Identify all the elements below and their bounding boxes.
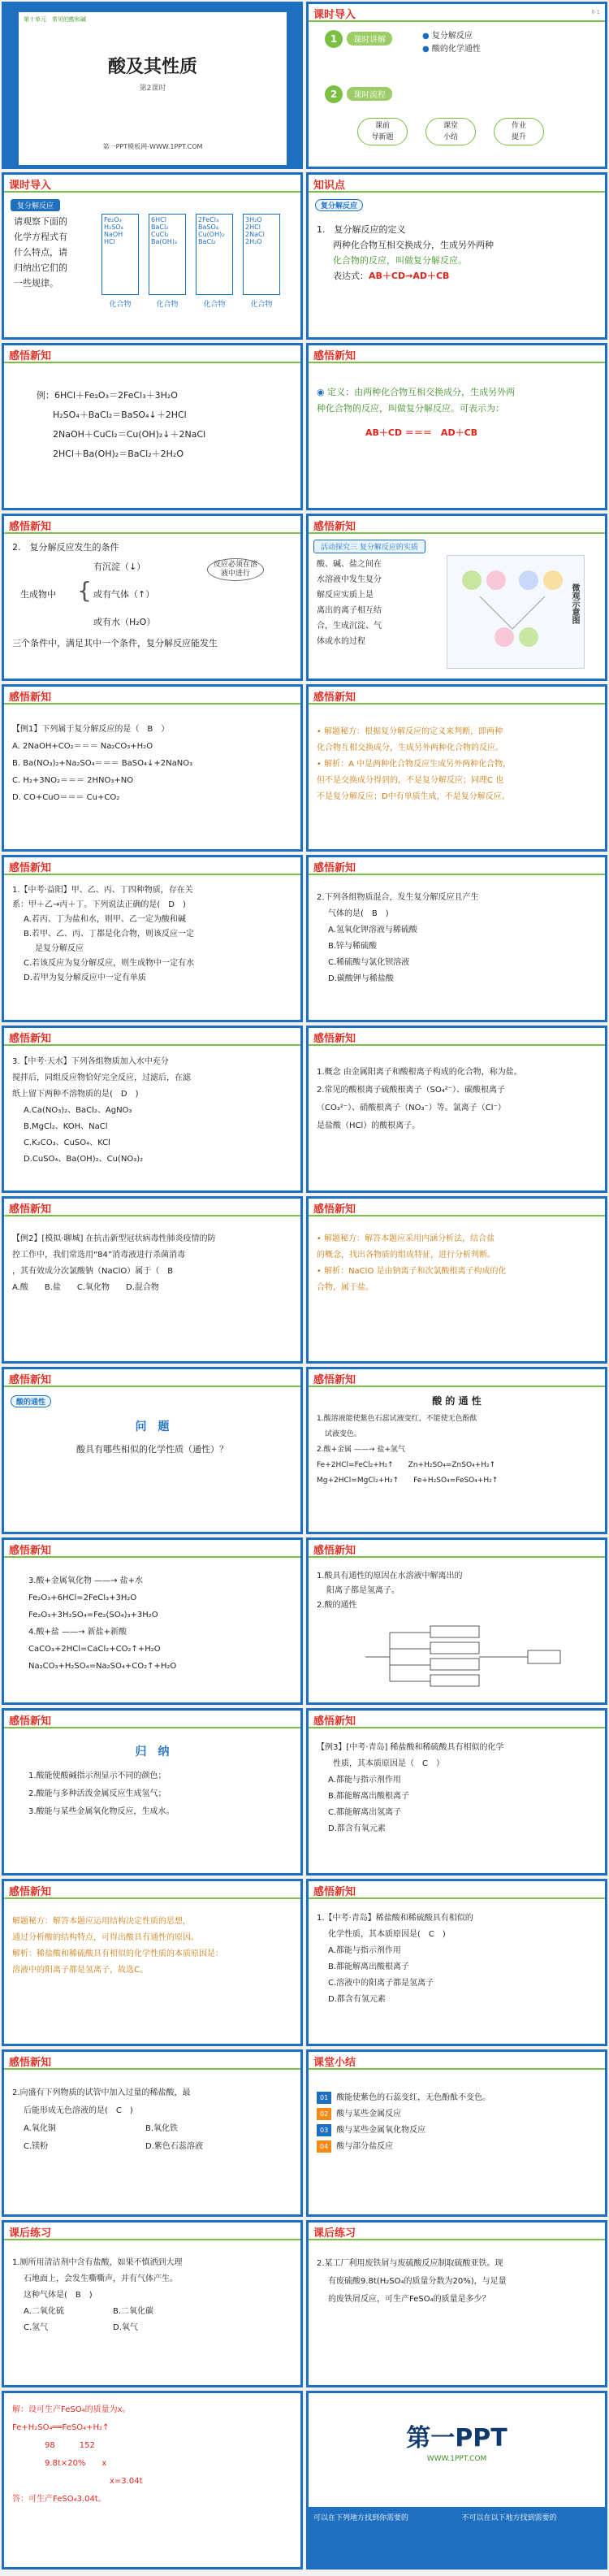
slide-13[interactable]: [2, 1026, 303, 1193]
eq-box: 6HCl BaCl₂ CuCl₂ Ba(OH)₂: [149, 214, 186, 295]
page-title: 酸及其性质: [107, 57, 197, 77]
header: [309, 1540, 605, 1558]
header: [4, 857, 300, 875]
slide-25[interactable]: [2, 2049, 303, 2217]
summary-item: 01 酸能使紫色的石蕊变红，无色酚酞不变色。: [317, 2091, 597, 2104]
header: [4, 175, 300, 193]
header-title: 感悟新知: [313, 1203, 356, 1216]
slide-6[interactable]: [306, 343, 607, 510]
header: [309, 1881, 605, 1899]
slide-19[interactable]: [2, 1537, 303, 1705]
step-2-icon: 2: [325, 85, 343, 103]
acid-properties: 1.酸溶液能使紫色石蕊试液变红，不能使无色酚酞 试液变色。 2.酸+金属 ——→ 盐+氢气 Fe+2HCl=FeCl₂+H₂↑ Zn+H₂SO₄=ZnSO₄+H₂↑ Mg+2HCl=MgCl₂+H₂↑ Fe+H₂SO₄=FeSO₄+H₂↑: [317, 1415, 499, 1485]
slide-16[interactable]: [306, 1196, 607, 1364]
slide-30[interactable]: [306, 2391, 607, 2569]
col-label: 化合物: [203, 301, 226, 309]
header-title: 课堂小结: [313, 2057, 356, 2069]
flow: [357, 118, 544, 145]
header: [309, 4, 605, 22]
slide-23[interactable]: [2, 1879, 303, 2046]
step-1: [325, 30, 392, 48]
step-2: [325, 85, 392, 103]
header-title: 感悟新知: [313, 692, 356, 704]
brand-logo: 第一PPT: [406, 2424, 508, 2452]
header-title: 感悟新知: [313, 350, 356, 362]
header: [309, 1028, 605, 1046]
question: 【例1】下列属于复分解反应的是（ B ） A. 2NaOH+CO₂＝＝＝ Na₂CO₃+H₂O B. Ba(NO₃)₂+Na₂SO₄＝＝＝ BaSO₄↓+2NaNO₃ C. H₂+3NO₂＝＝＝ 2HNO₃+NO D. CO+CuO＝＝＝ Cu+CO₂: [12, 725, 193, 802]
header-title: 知识点: [313, 180, 346, 192]
eq-box: 3H₂O 2HCl 2NaCl 2H₂O: [243, 214, 280, 295]
header-title: 课后练习: [313, 2227, 356, 2240]
header-title: 感悟新知: [9, 521, 52, 533]
summary-list: [317, 2088, 597, 2210]
footer-links: [309, 2507, 605, 2569]
header-title: 感悟新知: [313, 1374, 356, 1386]
header: [309, 345, 605, 363]
slide-27[interactable]: [2, 2220, 303, 2387]
header: [309, 1369, 605, 1387]
eq-box: 2FeCl₃ BaSO₄ Cu(OH)₂ BaCl₂: [196, 214, 233, 295]
slide-26[interactable]: [306, 2049, 607, 2217]
solution: • 解题秘方：解答本题应采用内涵分析法，结合盐 的概念，找出各物质的组成特征，进行分析判断。 • 解析：NaClO 是由钠离子和次氯酸根离子构成的化 合物，属于盐。: [317, 1234, 507, 1292]
header-title: 感悟新知: [9, 1886, 52, 1898]
topic-list: [422, 30, 481, 56]
summary: 1.酸能使酸碱指示剂显示不同的颜色； 2.酸能与多种活泼金属反应生成氢气； 3.酸能与某些金属氧化物反应，生成水。: [28, 1772, 175, 1816]
header-title: 感悟新知: [313, 1715, 356, 1728]
footer-col[interactable]: 可以在下列地方找到你需要的: [313, 2514, 409, 2522]
slide-20[interactable]: [306, 1537, 607, 1705]
subtitle: 第2课时: [139, 85, 166, 93]
slide-9[interactable]: [2, 684, 303, 852]
header-title: 感悟新知: [9, 1374, 52, 1386]
slide-29[interactable]: [2, 2391, 303, 2569]
slide-22[interactable]: [306, 1708, 607, 1876]
step-2-label: 课时流程: [347, 87, 392, 101]
header: [4, 1199, 300, 1216]
step-1-label: 课时讲解: [347, 32, 392, 46]
header-title: 感悟新知: [313, 1033, 356, 1045]
slide-12[interactable]: [306, 855, 607, 1022]
equations: 例：6HCl＋Fe₂O₃＝2FeCl₃＋3H₂O H₂SO₄＋BaCl₂＝BaSO₄↓＋2HCl 2NaOH＋CuCl₂＝Cu(OH)₂↓＋2NaCl 2HCl＋Ba(OH)₂＝BaCl₂＋2H₂O: [37, 390, 206, 459]
conditions: 2. 复分解反应发生的条件 生成物中 { 有沉淀（↓） 或有气体（↑） 或有水（H₂O） 反应必须在溶液中进行 三个条件中，满足其中一个条件，复分解反应能发生: [12, 540, 292, 674]
header: [309, 2052, 605, 2070]
explain: 酸、碱、盐之间在 水溶液中发生复分 解反应实质上是 离出的离子相互结 合，生成沉淀、气 体或水的过程: [317, 560, 382, 646]
header-title: 感悟新知: [9, 350, 52, 362]
summary-item: 02 酸与某些金属反应: [317, 2107, 597, 2120]
knowledge-tag: 酸的通性: [11, 1392, 51, 1407]
note-bubble: 反应必须在溶液中进行: [207, 558, 264, 581]
solution: 解：设可生产FeSO₄的质量为x。 Fe+H₂SO₄══FeSO₄+H₂↑ 98 152 9.8t×20% x x=3.04t 答：可生产FeSO₄3.04t。: [12, 2405, 143, 2504]
brand-area: [309, 2393, 605, 2507]
prompt-text: 请观察下面的 化学方程式有 什么特点，请 归纳出它们的 一些规律。: [14, 216, 67, 288]
question: 1.【中考·青岛】稀盐酸和稀硫酸具有相似的 化学性质，其本质原因是( C ) A.都能与指示剂作用 B.都能解离出酸根离子 C.溶液中的阳离子都是氢离子 D.都含有氢元素: [317, 1914, 473, 2004]
slide-15[interactable]: [2, 1196, 303, 1364]
header: [4, 1369, 300, 1387]
question-heading: 问 题: [135, 1420, 170, 1433]
properties-diagram: [333, 1624, 568, 1689]
diagram-label: 微观示意图: [570, 583, 579, 624]
col-label: 化合物: [109, 301, 132, 309]
header-title: 感悟新知: [313, 1545, 356, 1557]
header-title: 感悟新知: [9, 692, 52, 704]
definition: 1. 复分解反应的定义 两种化合物互相交换成分，生成另外两种 化合物的反应，叫做复分解反应。 表达式：AB＋CD→AD＋CB: [317, 224, 494, 281]
header: [4, 516, 300, 534]
flow-step[interactable]: 作业 提升: [494, 118, 544, 145]
step-1-icon: 1: [325, 30, 343, 48]
brand-text: 第一PPT模板网-WWW.1PPT.COM: [102, 143, 203, 150]
header: [309, 1199, 605, 1216]
header: [309, 516, 605, 534]
header-title: 感悟新知: [9, 862, 52, 874]
slide-17[interactable]: [2, 1367, 303, 1534]
knowledge-tag: 复分解反应: [315, 196, 363, 211]
flow-step[interactable]: 课堂 小结: [425, 118, 476, 145]
activity-tag: 活动探究三 复分解反应的实质: [313, 537, 425, 553]
header-title: 感悟新知: [313, 862, 356, 874]
slide-8[interactable]: [306, 514, 607, 681]
salt-definition: 1.概念 由金属阳离子和酸根离子构成的化合物，称为盐。 2.常见的酸根离子硫酸根离子（SO₄²⁻）、碳酸根离子 （CO₃²⁻）、硝酸根离子（NO₃⁻）等。氯离子（Cl⁻） 是盐酸（HCl）的酸根离子。: [317, 1068, 522, 1130]
header: [4, 1028, 300, 1046]
slide-4[interactable]: [306, 172, 607, 340]
question: 【例3】[中考·青岛] 稀盐酸和稀硫酸具有相似的化学 性质，其本质原因是（ C ） A.都能与指示剂作用 B.都能解离出酸根离子 C.都能解离出氢离子 D.都含有氧元素: [317, 1743, 504, 1833]
question: 1.厕所用清洁剂中含有盐酸，如果不慎洒到大理 石地面上，会发生嘶嘶声，并有气体产生。 这种气体是( B ) A.二氧化硫 B.二氧化碳 C.氢气 D.氧气: [12, 2258, 183, 2332]
header: [309, 687, 605, 705]
header: [4, 1540, 300, 1558]
micro-diagram: [447, 555, 585, 669]
slide-21[interactable]: [2, 1708, 303, 1876]
slide-24[interactable]: [306, 1879, 607, 2046]
flow-step[interactable]: 课前 导新题: [357, 118, 408, 145]
unit-label: 第十单元 常见的酸和碱: [24, 16, 86, 23]
definition: ◉ 定义：由两种化合物互相交换成分，生成另外两 种化合物的反应，叫做复分解反应。可表示为： AB＋CD ＝＝＝ AD＋CB: [317, 387, 516, 438]
header: [309, 2223, 605, 2240]
header: [4, 2223, 300, 2240]
question: 1.【中考·益阳】甲、乙、丙、丁四种物质，存在关 系：甲＋乙→丙＋丁。下列说法正确的是( D ) A.若丙、丁为盐和水，则甲、乙一定为酸和碱 B.若甲、乙、丙、丁都是化合物，则该反应一定 是复分解反应 C.若该反应为复分解反应，则生成物中一定有水 D.若甲为复分解反应中一定有单质: [12, 886, 195, 982]
summary-heading: 归 纳: [135, 1746, 170, 1759]
header: [309, 175, 605, 193]
slide-3[interactable]: [2, 172, 303, 340]
topic-item[interactable]: ● 复分解反应: [422, 32, 473, 41]
col-label: 化合物: [156, 301, 179, 309]
title-panel: [19, 12, 287, 165]
summary-item: 03 酸与某些金属氧化物反应: [317, 2123, 597, 2136]
equation-boxes: [102, 214, 280, 309]
slide-11[interactable]: [2, 855, 303, 1022]
question: 【例2】[模拟·聊城] 在抗击新型冠状病毒性肺炎疫情的防 控工作中，我们常选用“84”消毒液进行杀菌消毒 ，其有效成分次氯酸钠（NaClO）属于（ B A.酸 B.盐 C.氧化物 D.混合物: [12, 1234, 216, 1292]
header: [4, 687, 300, 705]
topic-item[interactable]: ● 酸的化学通性: [422, 45, 481, 54]
footer-col[interactable]: 不可以在以下地方找到需要的: [461, 2514, 557, 2522]
header: [4, 345, 300, 363]
solution: • 解题秘方：根据复分解反应的定义来判断，即两种 化合物互相交换成分，生成另外两种化合物的反应。 • 解析：A 中是两种化合物反应生成另外两种化合物， 但不是交换成分得到的，不是复分解反应；同理C 也 不是复分解反应；D中有单质生成，不是复分解反应。: [317, 727, 512, 801]
question: 2.某工厂利用废铁屑与废硫酸反应制取硫酸亚铁。现 有废硫酸9.8t(H₂SO₄的质量分数为20%)，与足量 的废铁屑反应，可生产FeSO₄的质量是多少？: [317, 2259, 507, 2304]
summary: 1.酸具有通性的原因在水溶液中解离出的 阳离子都是氢离子。 2.酸的通性: [317, 1572, 463, 1610]
slide-7[interactable]: [2, 514, 303, 681]
brand-url: WWW.1PPT.COM: [426, 2455, 487, 2463]
slide-5[interactable]: [2, 343, 303, 510]
header-title: 课后练习: [9, 2227, 52, 2240]
header: [4, 2052, 300, 2070]
header-title: 感悟新知: [313, 1886, 356, 1898]
solution: 解题秘方：解答本题应运用结构决定性质的思想， 通过分析酸的结构特点，可得出酸具有通性的原因。 解析：稀盐酸和稀硫酸具有相似的化学性质的本质原因是： 溶液中的阳离子都是氢离子，故选C。: [12, 1917, 223, 1975]
header: [309, 857, 605, 875]
header: [4, 1711, 300, 1728]
slide-14[interactable]: [306, 1026, 607, 1193]
slide-10[interactable]: [306, 684, 607, 852]
header-title: 感悟新知: [9, 2057, 52, 2069]
header: [309, 1711, 605, 1728]
eq-box: Fe₂O₃ H₂SO₄ NaOH HCl: [102, 214, 139, 295]
header-title: 感悟新知: [9, 1033, 52, 1045]
question: 2.向盛有下列物质的试管中加入过量的稀盐酸，最 后能形成无色溶液的是( C ) A.氧化铜 B.氧化铁 C.镁粉 D.紫色石蕊溶液: [12, 2088, 203, 2151]
question-text: 酸具有哪些相似的化学性质（通性）？: [76, 1444, 228, 1455]
header: [4, 1881, 300, 1899]
intro-slide[interactable]: [306, 2, 607, 169]
header-title: 课时导入: [9, 180, 52, 192]
summary-item: 04 酸与部分盐反应: [317, 2140, 597, 2153]
acid-properties: 3.酸+金属氧化物 ——→ 盐+水 Fe₂O₃+6HCl=2FeCl₃+3H₂O Fe₂O₃+3H₂SO₄=Fe₂(SO₄)₃+3H₂O 4.酸+盐 ——→ 新盐+新酸 CaCO₃+2HCl=CaCl₂+CO₂↑+H₂O Na₂CO₃+H₂SO₄=Na₂SO₄+CO₂↑+H₂O: [28, 1576, 177, 1671]
header-title: 感悟新知: [313, 521, 356, 533]
header-title: 感悟新知: [9, 1545, 52, 1557]
header-title: 课时导入: [313, 9, 356, 21]
header-title: 感悟新知: [9, 1203, 52, 1216]
col-label: 化合物: [250, 301, 273, 309]
question: 2.下列各组物质混合，发生复分解反应且产生 气体的是( B ) A.氢氧化钾溶液与稀硫酸 B.锌与稀硫酸 C.稀硫酸与氯化钡溶液 D.碳酸钾与稀盐酸: [317, 893, 479, 983]
slide-28[interactable]: [306, 2220, 607, 2387]
slide-18[interactable]: [306, 1367, 607, 1534]
question: 3.【中考·天水】下列各组物质加入水中充分 搅拌后，同组反应物恰好完全反应，过滤后，在滤 纸上留下两种不溶物质的是( D ) A.Ca(NO₃)₂、BaCl₂、AgNO₃ B.MgCl₂、KOH、NaCl C.K₂CO₃、CuSO₄、KCl D.CuSO₄、Ba(OH)₂、Cu(NO₃)₂: [12, 1057, 191, 1164]
header-title: 感悟新知: [9, 1715, 52, 1728]
page-number: Ⅱ-1: [591, 9, 600, 15]
section-title: 酸 的 通 性: [432, 1395, 482, 1407]
title-slide[interactable]: [2, 2, 303, 169]
tag: 复分解反应: [11, 196, 60, 211]
